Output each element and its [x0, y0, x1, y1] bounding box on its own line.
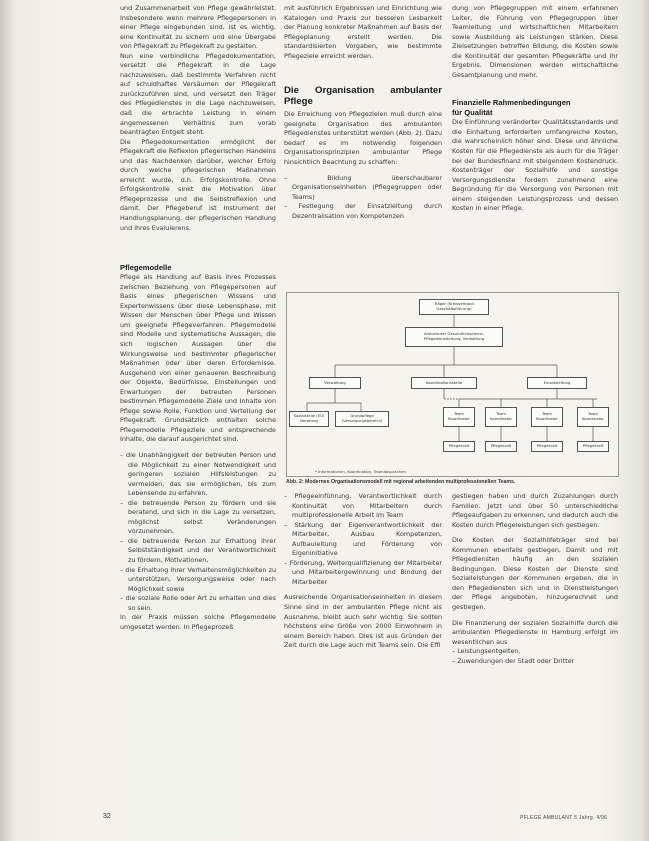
middle-bottom-bullet-1: – Pflegeeinführung, Verantwortlichkeit durch Kontinuität von Mitarbeitern durch multiprofessionelle Arbeit im Team [284, 492, 442, 520]
org-box-team-2: Team Koordinator [485, 407, 517, 427]
left-bullet-1: – die Unabhängigkeit der betreuten Person und die Möglichkeit zu einer Notwendigkeit und geringeren sozialen Hilfsleistungen zu vermeiden, das sie ermöglichen, bis zum Lebensende zu erfahren, [120, 450, 276, 498]
left-column [120, 4, 276, 632]
left-bullet-4: – die Erhaltung ihrer Verhaltensmöglichkeiten zu unterstützen, Versorgungsweise oder nach Möglichkeit sowie [120, 565, 276, 593]
middle-bullet-2: – Festlegung der Einsatzleitung durch Dezentralisation von Kompetenzen [284, 202, 442, 220]
right-bottom-paragraph-2: Die Kosten der Sozialhilfeträger sind bei Kommunen ebenfalls gestiegen, Damit und mit Pflegediensten häufig an den sozialen Bedingungen. Diese Kosten der Dienste sind Sozialleistungen der Kommunen ergeben, die in den Pflegediensten sich und in Dienstleistungen der Pflege angeboten, hinzugerechnet und gestiegen. [452, 536, 618, 612]
org-box-pflegekraft-3: Pflegekraft [531, 441, 563, 452]
org-box-sozialstelle: Sozialstelle (EU) Beratung [289, 411, 329, 427]
org-box-einsatzleitung: Einsatzleitung [527, 377, 587, 389]
org-box-traeger: Träger (Kreisverband Geschäftsführung) [419, 299, 489, 315]
middle-column-top [284, 4, 442, 221]
left-bullet-2: – die betreuende Person zu fördern und sie beratend, und sich in die Lage zu versetzen, möglichst selbst Veränderungen vorzunehmen, [120, 498, 277, 536]
left-paragraph-2: Nun eine verbindliche Pflegedokumentation, versetzt die Pflegekraft in die Lage nachzuweisen, daß bestimmte Verfahren nicht auf schuldhaftes Versäumen der Pflegekraft zurückzuführen sind, und versetzt den Träger des Pflegedienstes in die Lage nachzuweisen, daß die erbrachte Leistung in einem angemessenen Verhältnis zum vorab beantragten Entgelt steht. [120, 51, 276, 137]
left-paragraph-1: und Zusammenarbeit von Pflege gewährleistet. Insbesondere wenn mehrere Pflegepersonen in einer Pflege eingebunden sind, ist es wichtig, eine Kontinuität zu sichern und eine Übergabe von Pflegekraft zu Pflegekraft zu gestalten. [120, 4, 276, 51]
right-column-top [452, 4, 618, 214]
org-box-team-4: Team Koordinator [577, 407, 609, 427]
figure-footnote: * Informationen, Koordination, Teamabsprachen [315, 469, 406, 474]
middle-bottom-paragraph: Ausreichende Organisationseinheiten in diesem Sinne sind in der ambulanten Pflege nicht als Ausnahme, bleibt auch sehr wichtig. Sie sollten höchstens eine Größe von 2000 Einwohnern in einem Bereich haben. Dies ist aus Gründen der Zeit durch die Lage auch mit Teams sein. Die Effi [284, 593, 442, 650]
right-bottom-paragraph-3: Die Finanzierung der sozialen Sozialhilfe durch die ambulanten Pflegedienste in Hamburg erfolgt im wesentlichen aus [452, 618, 618, 646]
page-number: 32 [103, 813, 111, 820]
org-box-pflegekraft-2: Pflegekraft [485, 441, 517, 452]
left-bullet-3: – die betreuende Person zur Erhaltung ihrer Selbstständigkeit und der Verantwortlichkeit zu fördern, Motivationen, [120, 536, 276, 564]
middle-bullet-1: – Bildung überschaubarer Organisationseinheiten (Pflegegruppen oder Teams) [284, 173, 442, 201]
section-heading-organisation: Die Organisation ambulanter Pflege [284, 85, 442, 108]
right-bottom-paragraph-1: gestiegen haben und durch Zuzahlungen durch Familien. Jetzt und über 50 unterschiedliche Pflegeaufgaben zu erkennen, und dadurch auch die Kosten durch Pflegeleistungen sich gestiegen. [452, 492, 618, 529]
left-bullet-5: – die soziale Rolle oder Art zu erhalten und dies so sein. [120, 594, 276, 612]
middle-bottom-bullet-2: – Stärkung der Eigenverantwortlichkeit der Mitarbeiter, Ausbau Kompetenzen, Aufbauleitung und Förderung von Eigeninitiative [284, 520, 442, 558]
org-box-verwaltung: Verwaltung [309, 377, 361, 389]
middle-paragraph-top: mit ausführlich Ergebnissen und Einrichtung wie Katalogen und Praxis zur besseren Lesbarkeit der Planung konkreter Maßnahmen auf Basis der Pflegeplanung erstellt werden. Die standardisierten Vorgaben, wie bestimmte Pflegeziele erreicht werden. [284, 4, 442, 60]
middle-column-bottom [284, 492, 442, 651]
org-box-pflegekraft-4: Pflegekraft [577, 441, 609, 452]
org-box-koordination: Koordinationsstelle [411, 377, 477, 389]
section-heading-qualitaet: für Qualität [452, 108, 493, 118]
journal-footer: PFLEGE AMBULANT 5 Jahrg. 4/96 [520, 815, 608, 821]
org-box-leitung: Ambulanter Gesundheitsdienst, Pflegedienstleitung, Verwaltung [405, 327, 503, 347]
org-box-grundpflege: Grundpflege (Versorgungsbereich) [335, 411, 389, 427]
right-paragraph-top: dung von Pflegegruppen mit einem erfahrenen Leiter, die Führung von Pflegegruppen über Teamleitung und wirtschaftlichen Mitarbeitern sowie Ausbildung als Leistungen stärken. Diese Zielsetzungen betreffen Bildung, die Kosten sowie die Kontinuität der gesamten Pflegekräfte und ihr Ergebnis. Dimensionen werden wirtschaftliche Gesamtplanung und mehr. [452, 4, 618, 79]
organisation-chart [286, 292, 619, 477]
middle-bottom-bullet-3: – Förderung, Weiterqualifizierung der Mitarbeiter und Mitarbeitergewinnung und Bindung der Mitarbeiter [284, 558, 443, 586]
org-box-pflegekraft-1: Pflegekraft [443, 441, 475, 452]
right-paragraph-finanzen: Die Einführung veränderter Qualitätsstandards und die Einhaltung erforderten umfangreiche Kosten, die wahrscheinlich höher sind. Diese und ähnliche Kosten für die Pflegedienste als auch für die Träger bei der Bundesfinanz mit steigendem Kostendruck. Kostenträger der Sozialhilfe und sonstige Versorgungsdienste fordern zunehmend eine Begründung für die Versorgung von Personen mit einem steigenden Leistungsprozess und dessen Kosten in einer Pflege. [452, 118, 618, 213]
org-box-team-1: Team Koordinator [443, 407, 475, 427]
right-bottom-bullet-1: – Leistungsentgelten, [452, 647, 521, 656]
section-heading-pflegemodelle: Pflegemodelle [120, 263, 172, 273]
middle-paragraph-organisation: Die Erreichung von Pflegezielen muß durch eine geeignete Organisation des ambulanten Pflegedienstes unterstützt werden (Abb. 2). Dazu bedarf es im notwendig folgenden Organisationsprinzipien ambulanter Pflege hinsichtlich Beachtung zu schaffen: [284, 110, 442, 167]
org-box-team-3: Team Koordinator [531, 407, 563, 427]
left-paragraph-3: Die Pflegedokumentation ermöglicht der Pflegekraft die Reflexion pflegerischen Handelns und das Nachdenken darüber, welcher Erfolg durch welche pflegerischen Maßnahmen erreicht wurde, d.h. Erfolgskontrolle. Ohne Erfolgskontrolle sinkt die Motivation über Pflegeprozesse und die Selbstreflexion und damit. Der Pflegeberuf ist Instrument der Handlungsplanung, der pflegerischen Handlung und ihres Evaluierens. [120, 137, 276, 232]
left-paragraph-5: In der Praxis müssen solche Pflegemodelle umgesetzt werden. In Pflegeprozeß [120, 613, 276, 631]
right-bottom-bullet-2: – Zuwendungen der Stadt oder Dritter [452, 656, 575, 665]
right-column-bottom [452, 492, 618, 666]
left-paragraph-4: Pflege als Handlung auf Basis ihres Prozesses zwischen Beziehung von Pflegepersonen auf Basis eines pflegerischen Wissens und Expertenwissens über diese Lebensphase, mit Wissen der Menschen über Pflege und Wissen um geeignete Pflegeverfahren. Pflegemodelle sind Modelle und systematische Aussagen, die sich logischen Aussagen über die Wirkungsweise und bestimmter pflegerischer Maßnahmen oder über deren Erfordernisse. Ausgehend von einer genaueren Beschreibung der Objekte, Bedürfnisse, Einstellungen und Erwartungen der betreuten Personen bestimmen Pflegemodelle Ziele und Inhalte von Pflege sowie Rolle, Funktion und Verteilung der Pflegekraft. Grundsätzlich enthalten solche Pflegemodelle Pflegeziele und entsprechende Inhalte, die darauf ausgerichtet sind, [120, 273, 276, 444]
figure-caption: Abb. 2: Modernes Organisationsmodell mit regional arbeitenden multiprofessionellen Teams. [286, 479, 516, 485]
section-heading-finanzielle: Finanzielle Rahmenbedingungen [452, 98, 571, 108]
